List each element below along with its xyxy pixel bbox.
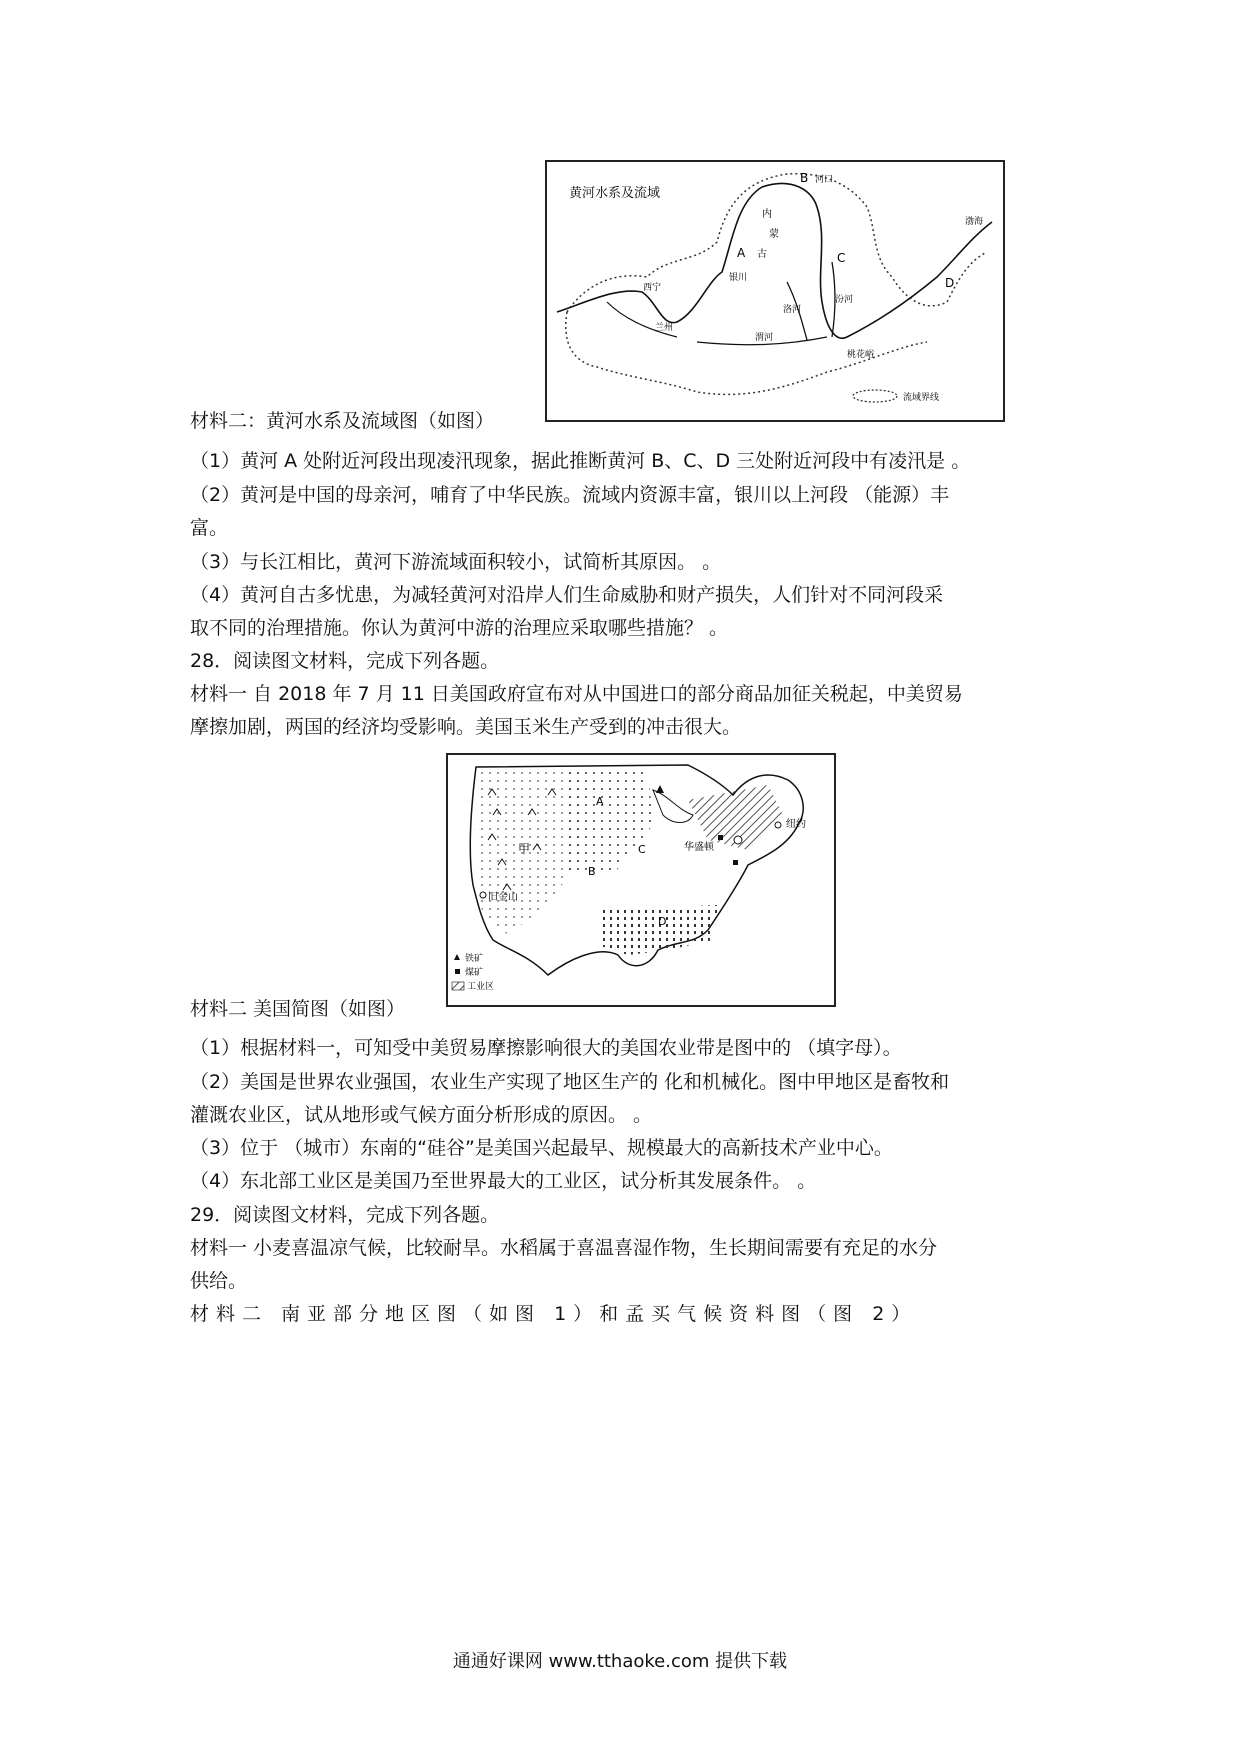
question-28-1: （1）根据材料一，可知受中美贸易摩擦影响很大的美国农业带是图中的 （填字母）。: [190, 1037, 902, 1059]
map-title: 黄河水系及流域: [569, 186, 661, 201]
legend-coal-symbol: [455, 969, 460, 974]
label-meng: 蒙: [769, 229, 779, 240]
legend-industrial: 工业区: [467, 982, 495, 992]
legend-iron: 铁矿: [465, 954, 484, 964]
yellow-river-map: [545, 160, 1005, 422]
label-lanzhou: 兰州: [655, 323, 674, 333]
question-28-2-line-2: 灌溉农业区，试从地形或气候方面分析形成的原因。 。: [190, 1104, 653, 1126]
coal-mine-marker: [733, 860, 738, 865]
label-gu: 古: [757, 249, 767, 260]
label-washington: 华盛顿: [684, 842, 714, 853]
material-28-2-caption: 材料二 美国简图（如图）: [190, 998, 406, 1020]
question-4-line-1: （4）黄河自古多忧患，为减轻黄河对沿岸人们生命威胁和财产损失，人们针对不同河段采: [190, 584, 944, 606]
question-2-line-1: （2）黄河是中国的母亲河，哺育了中华民族。流域内资源丰富，银川以上河段 （能源）丰: [190, 484, 950, 506]
label-c: C: [638, 843, 646, 856]
label-c: C: [837, 251, 846, 265]
question-3: （3）与长江相比，黄河下游流域面积较小，试简析其原因。 。: [190, 551, 722, 573]
newyork-marker: [775, 822, 781, 828]
label-yinchuan: 银川: [729, 273, 748, 283]
question-1: （1）黄河 A 处附近河段出现凌汛现象，据此推断黄河 B、C、D 三处附近河段中有凌汛是 。: [190, 450, 971, 472]
question-29-heading: 29．阅读图文材料，完成下列各题。: [190, 1204, 500, 1226]
label-a: A: [596, 795, 604, 808]
yellow-river-map-drawing: [547, 162, 1003, 420]
usa-map: [446, 753, 836, 1007]
material-29-2: 材料二 南亚部分地区图（如图 1）和孟买气候资料图（图 2）: [190, 1303, 918, 1325]
label-b: B: [588, 865, 596, 878]
legend-coal: 煤矿: [465, 968, 484, 978]
sanfrancisco-marker: [480, 892, 486, 898]
legend-industrial-symbol: [452, 982, 464, 990]
question-28-2-line-1: （2）美国是世界农业强国，农业生产实现了地区生产的 化和机械化。图中甲地区是畜牧和: [190, 1071, 950, 1093]
question-4-line-2: 取不同的治理措施。你认为黄河中游的治理应采取哪些措施？ 。: [190, 617, 729, 639]
washington-marker: [734, 836, 742, 844]
label-b: B: [800, 171, 809, 185]
label-bohai: 渤海: [965, 217, 984, 227]
material-28-1-line-2: 摩擦加剧，两国的经济均受影响。美国玉米生产受到的冲击很大。: [190, 716, 742, 738]
label-sanfrancisco: 旧金山: [488, 892, 518, 903]
region-d-area: [598, 905, 718, 955]
legend-label: 流域界线: [903, 393, 940, 403]
usa-map-drawing: [448, 755, 834, 1005]
label-nei: 内: [762, 209, 772, 220]
material-29-1-line-1: 材料一 小麦喜温凉气候，比较耐旱。水稻属于喜温喜湿作物，生长期间需要有充足的水分: [190, 1237, 938, 1259]
question-28-4: （4）东北部工业区是美国乃至世界最大的工业区，试分析其发展条件。 。: [190, 1170, 817, 1192]
question-28-3: （3）位于 （城市）东南的“硅谷”是美国兴起最早、规模最大的高新技术产业中心。: [190, 1137, 893, 1159]
legend-boundary-symbol: [853, 390, 897, 402]
label-taohuayu: 桃花峪: [847, 350, 875, 360]
label-a: A: [737, 246, 746, 260]
label-hekou: 河口: [815, 175, 834, 185]
label-newyork: 纽约: [786, 819, 806, 830]
legend-iron-symbol: [454, 954, 460, 960]
label-fenhe: 汾河: [835, 295, 854, 305]
label-d: D: [945, 276, 955, 290]
material-29-1-line-2: 供给。: [190, 1270, 248, 1292]
material-28-1-line-1: 材料一 自 2018 年 7 月 11 日美国政府宣布对从中国进口的部分商品加征关税起，中美贸易: [190, 683, 963, 705]
usa-legend: [452, 952, 494, 992]
coal-mine-marker: [718, 835, 723, 840]
question-28-heading: 28．阅读图文材料，完成下列各题。: [190, 650, 500, 672]
label-luohe: 洛河: [783, 305, 802, 315]
label-weihe: 渭河: [755, 333, 774, 343]
label-xining: 西宁: [643, 283, 662, 293]
label-jia: 甲: [518, 842, 531, 856]
footer-credit: 通通好课网 www.tthaoke.com 提供下载: [452, 1651, 788, 1672]
material-2-caption: 材料二：黄河水系及流域图（如图）: [190, 410, 495, 432]
question-2-line-2: 富。: [190, 517, 229, 539]
label-d: D: [658, 915, 667, 928]
